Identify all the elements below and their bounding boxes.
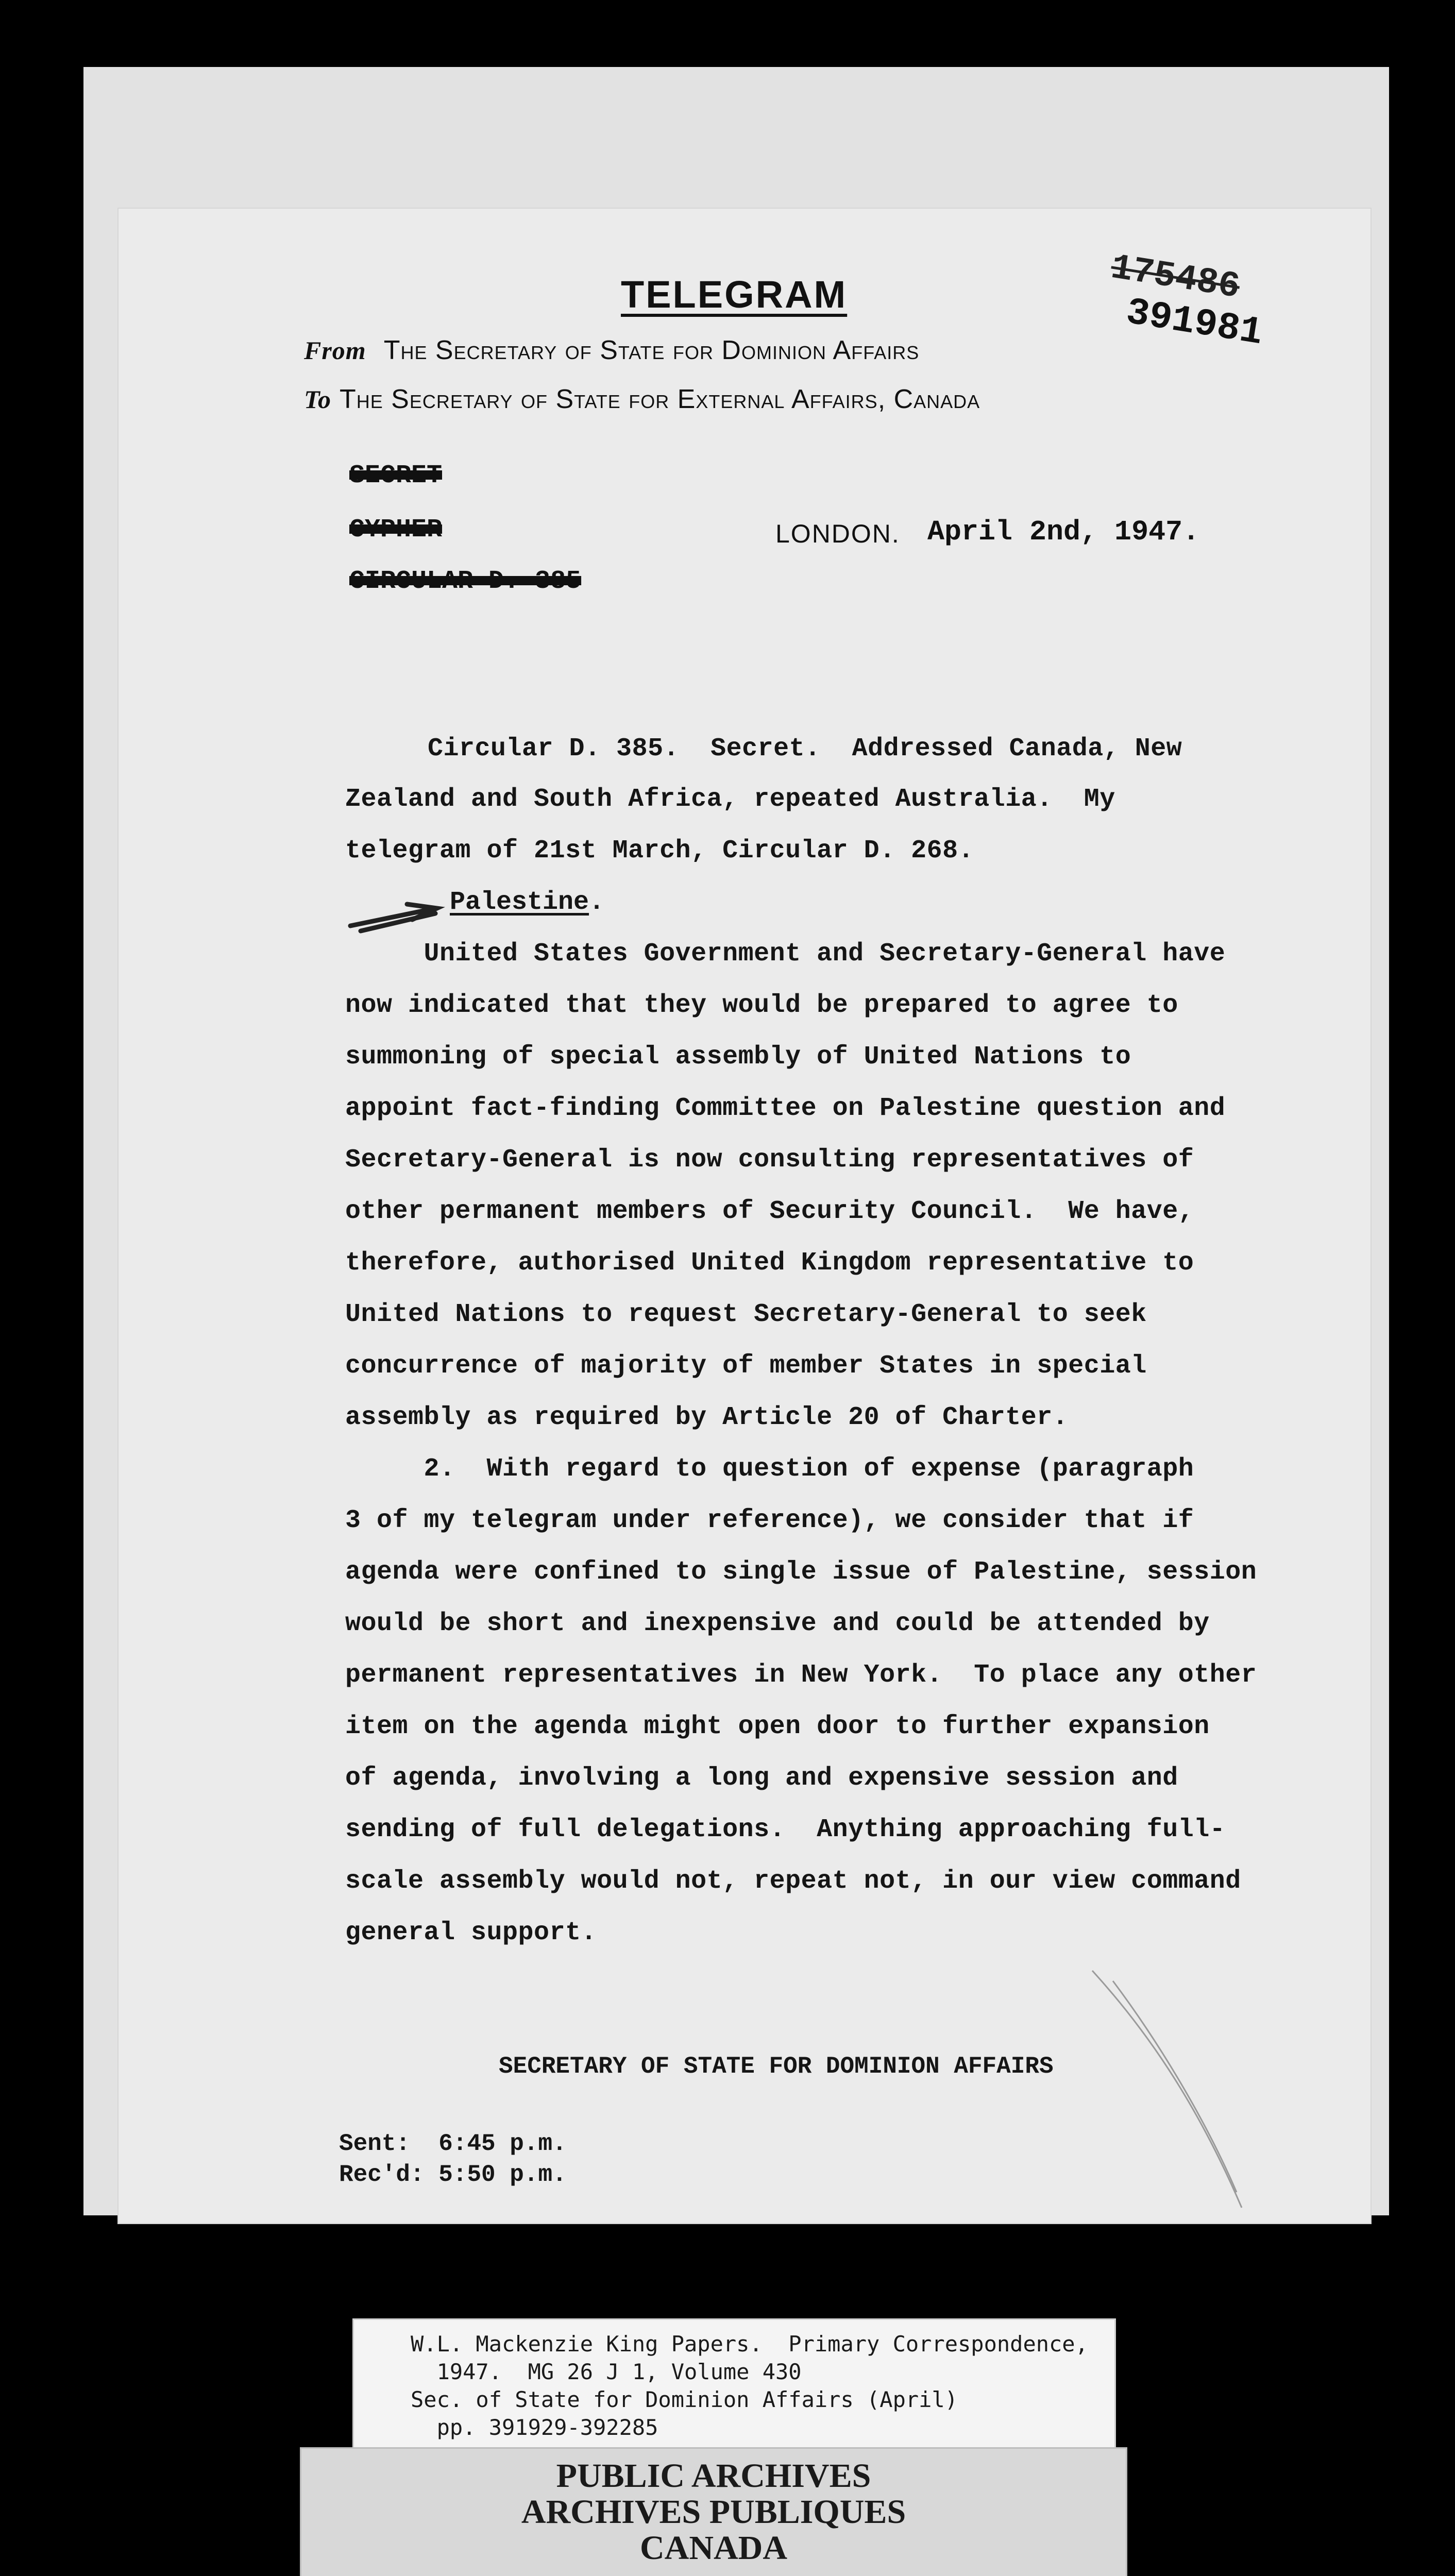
sent-time: Sent: 6:45 p.m. [339, 2130, 567, 2157]
from-label: From [304, 336, 366, 365]
from-text: The Secretary of State for Dominion Affairs [383, 335, 920, 365]
archive-label-line: Sec. of State for Dominion Affairs (April) [411, 2387, 958, 2412]
subject-text: Palestine [450, 888, 589, 917]
telegram-title: TELEGRAM [621, 273, 848, 316]
archive-reference-label [352, 2318, 1116, 2450]
to-text: The Secretary of State for External Affairs, Canada [339, 384, 980, 414]
signature-block: SECRETARY OF STATE FOR DOMINION AFFAIRS [499, 2053, 1054, 2080]
paragraph-line: now indicated that they would be prepared to agree to [345, 991, 1178, 1020]
paragraph-line: summoning of special assembly of United Nations to [345, 1042, 1131, 1072]
paragraph-line: assembly as required by Article 20 of Charter. [345, 1403, 1069, 1432]
classification-secret: SECRET [349, 461, 443, 490]
classification-circular: CIRCULAR D. 385 [349, 567, 582, 596]
telegram-page [119, 209, 1371, 2223]
paragraph-line: scale assembly would not, repeat not, in our view command [345, 1867, 1241, 1896]
location: LONDON. [775, 519, 900, 548]
paragraph-line: agenda were confined to single issue of Palestine, session [345, 1557, 1257, 1587]
classification-cypher: CYPHER [349, 515, 443, 545]
paragraph-line: appoint fact-finding Committee on Palestine question and [345, 1094, 1226, 1123]
to-label: To [304, 385, 331, 414]
telegram-date: April 2nd, 1947. [927, 516, 1200, 548]
paragraph-line: therefore, authorised United Kingdom representative to [345, 1248, 1194, 1278]
paragraph-line: permanent representatives in New York. To place any other [345, 1660, 1257, 1690]
archive-label-line: 1947. MG 26 J 1, Volume 430 [411, 2359, 802, 2384]
archive-label-line: pp. 391929-392285 [411, 2415, 658, 2440]
subject-suffix: . [589, 888, 605, 917]
public-archives-stamp [300, 2447, 1127, 2576]
paragraph-line: of agenda, involving a long and expensive session and [345, 1764, 1178, 1793]
received-time: Rec'd: 5:50 p.m. [339, 2161, 567, 2188]
archive-label-line: W.L. Mackenzie King Papers. Primary Correspondence, [411, 2331, 1088, 2357]
intro-line: Circular D. 385. Secret. Addressed Canada, New [428, 734, 1182, 764]
intro-line: telegram of 21st March, Circular D. 268. [345, 836, 974, 866]
stamp-line: ARCHIVES PUBLIQUES [521, 2493, 906, 2531]
file-number: 391981 [1123, 291, 1266, 355]
paragraph-line: would be short and inexpensive and could be attended by [345, 1609, 1210, 1638]
paper-scratch-mark [1082, 1965, 1252, 2213]
from-line [304, 335, 919, 366]
paragraph-line: general support. [345, 1918, 597, 1947]
stamp-line: CANADA [640, 2529, 787, 2567]
paragraph-line: 2. With regard to question of expense (paragraph [345, 1454, 1194, 1484]
stamp-line: PUBLIC ARCHIVES [556, 2457, 871, 2495]
pencil-arrow-mark [345, 899, 448, 935]
paragraph-line: Secretary-General is now consulting representatives of [345, 1145, 1194, 1175]
file-number-struck: 175486 [1108, 247, 1243, 309]
to-line [304, 384, 980, 415]
paragraph-line: sending of full delegations. Anything approaching full- [345, 1815, 1226, 1844]
paragraph-line: United States Government and Secretary-General have [345, 939, 1226, 969]
paragraph-line: item on the agenda might open door to further expansion [345, 1712, 1210, 1741]
paragraph-line: other permanent members of Security Council. We have, [345, 1197, 1194, 1226]
paragraph-line: United Nations to request Secretary-General to seek [345, 1300, 1147, 1329]
paragraph-line: 3 of my telegram under reference), we consider that if [345, 1506, 1194, 1535]
subject-heading [450, 888, 604, 917]
paragraph-line: concurrence of majority of member States in special [345, 1351, 1147, 1381]
intro-line: Zealand and South Africa, repeated Australia. My [345, 785, 1115, 814]
